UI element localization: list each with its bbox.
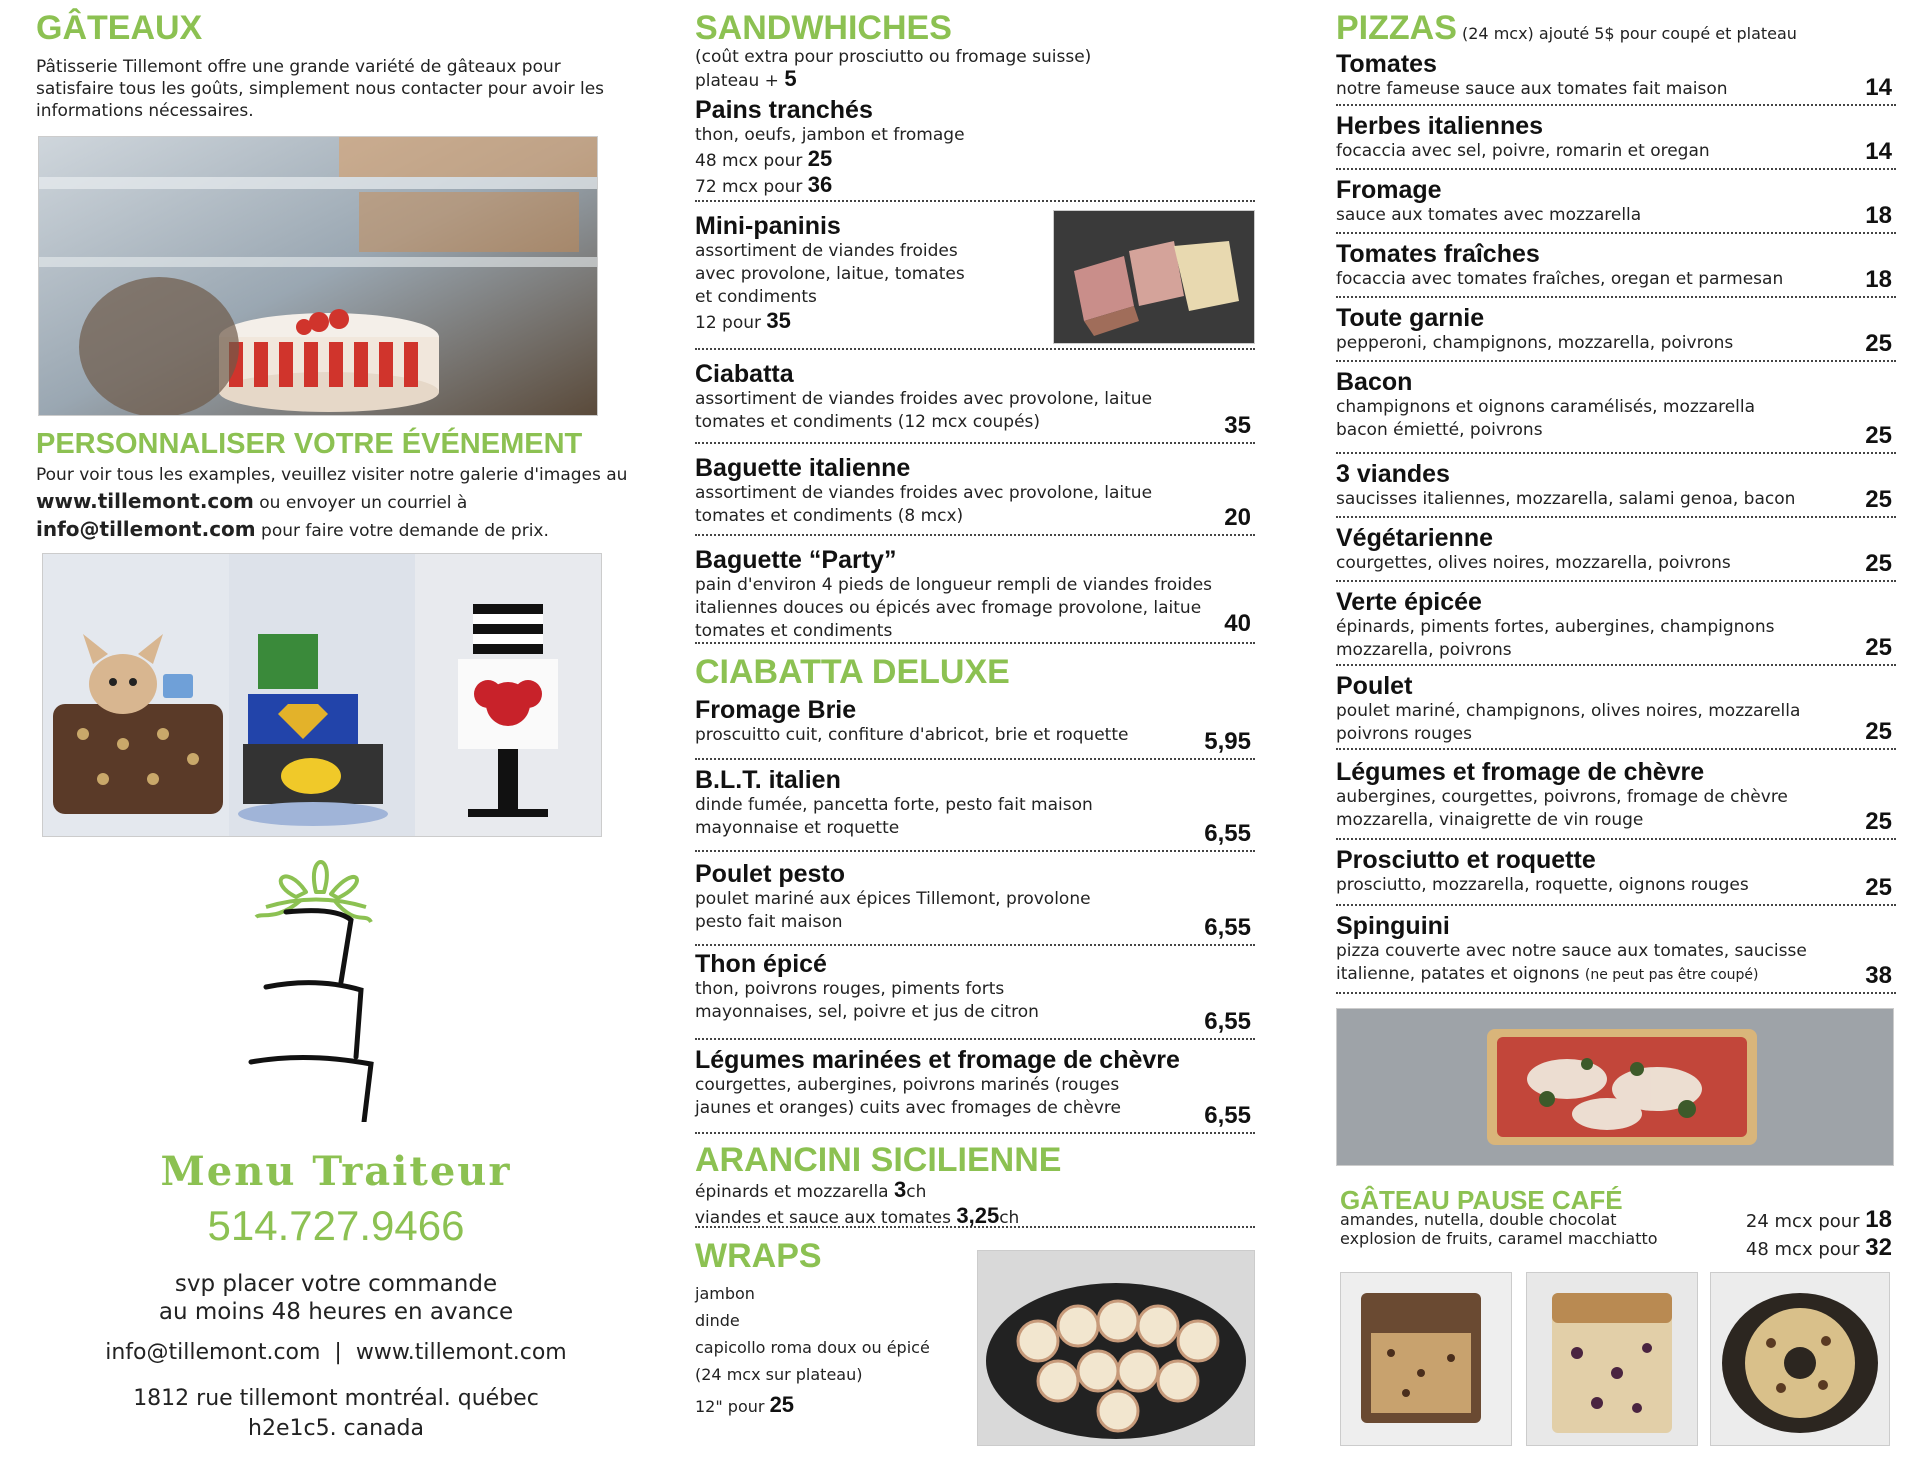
item-desc: viandes et sauce aux tomates <box>695 1208 957 1228</box>
item-desc: courgettes, aubergines, poivrons marinés (rouges <box>695 1075 1120 1095</box>
item-name: Baguette italienne <box>695 454 911 482</box>
item-desc: assortiment de viandes froides avec provolone, laitue <box>695 483 1153 503</box>
item-desc: tomates et condiments (12 mcx coupés) <box>695 412 1041 432</box>
item-desc: mozzarella, vinaigrette de vin rouge <box>1336 810 1644 830</box>
item-price: 38 <box>1865 962 1892 989</box>
menu-item <box>695 454 1255 536</box>
item-desc: aubergines, courgettes, poivrons, fromage de chèvre <box>1336 787 1788 807</box>
item-desc: pepperoni, champignons, mozzarella, poivrons <box>1336 333 1734 353</box>
qty-label: 48 mcx pour <box>695 151 808 171</box>
wraps-list <box>695 1280 995 1424</box>
sandwiches-title: SANDWHICHES <box>695 9 952 47</box>
contact-line[interactable]: info@tillemont.com | www.tillemont.com <box>105 1340 567 1365</box>
menu-item <box>695 1178 1255 1228</box>
menu-item <box>695 1046 1255 1134</box>
item-note: (ne peut pas être coupé) <box>1584 967 1759 983</box>
item-desc: amandes, nutella, double chocolat <box>1340 1210 1617 1229</box>
pause-desc <box>1340 1210 1700 1248</box>
plateau-label: plateau + <box>695 71 785 91</box>
item-desc: italiennes douces ou épicés avec fromage provolone, laitue <box>695 598 1202 618</box>
item-price: 3,25 <box>956 1203 1000 1228</box>
personnaliser-text-c: pour faire votre demande de prix. <box>255 521 549 541</box>
qty-label: 12 pour <box>695 313 767 333</box>
item-name: Bacon <box>1336 368 1413 396</box>
item-desc: mayonnaises, sel, poivre et jus de citron <box>695 1002 1039 1022</box>
item-name: Toute garnie <box>1336 304 1485 332</box>
menu-item <box>695 860 1255 946</box>
menu-item <box>695 766 1255 852</box>
menu-item <box>1336 50 1896 106</box>
item-price: 25 <box>1865 634 1892 661</box>
item-price: 6,55 <box>1204 820 1251 847</box>
item-price: 35 <box>1224 412 1251 439</box>
personnaliser-text-a: Pour voir tous les examples, veuillez visiter notre galerie d'images au <box>36 465 628 485</box>
item-name: Baguette “Party” <box>695 546 897 574</box>
menu-item <box>695 950 1255 1040</box>
item-desc: explosion de fruits, caramel macchiatto <box>1340 1229 1658 1248</box>
menu-item <box>1336 912 1896 994</box>
gateaux-text: Pâtisserie Tillemont offre une grande variété de gâteaux pour satisfaire tous les goûts, simplement nous contacter pour avoir les informations nécessaires. <box>36 57 605 121</box>
item-name: Légumes marinées et fromage de chèvre <box>695 1046 1180 1074</box>
item-price: 6,55 <box>1204 1008 1251 1035</box>
plateau-price: 5 <box>784 66 797 91</box>
item-price: 14 <box>1865 138 1892 165</box>
menu-item <box>1336 112 1896 170</box>
item-name: Poulet <box>1336 672 1413 700</box>
menu-item <box>1336 588 1896 666</box>
item-name: Verte épicée <box>1336 588 1482 616</box>
pizza-photo <box>1336 1008 1894 1166</box>
item-desc: poivrons rouges <box>1336 724 1472 744</box>
address <box>36 1384 636 1444</box>
item-price: 40 <box>1224 610 1251 637</box>
sandwiches-sub-2 <box>695 68 797 92</box>
list-item: jambon <box>695 1284 755 1303</box>
item-desc: assortiment de viandes froides <box>695 241 958 261</box>
menu-item <box>695 212 1255 350</box>
item-name: Thon épicé <box>695 950 827 978</box>
item-price: 35 <box>766 308 791 333</box>
qty-label: 48 mcx pour <box>1745 1239 1866 1260</box>
arancini-title: ARANCINI SICILIENNE <box>695 1141 1062 1179</box>
menu-item <box>1336 304 1896 362</box>
menu-item <box>1336 524 1896 582</box>
item-price: 25 <box>769 1392 795 1417</box>
item-price: 18 <box>1865 266 1892 293</box>
item-desc: tomates et condiments (8 mcx) <box>695 506 964 526</box>
item-price: 20 <box>1224 504 1251 531</box>
item-desc: sauce aux tomates avec mozzarella <box>1336 205 1642 225</box>
item-price: 32 <box>1865 1234 1892 1261</box>
sandwiches-sub-1: (coût extra pour prosciutto ou fromage suisse) <box>695 47 1092 67</box>
item-name: Prosciutto et roquette <box>1336 846 1596 874</box>
menu-item <box>695 360 1255 444</box>
address-line-2: h2e1c5. canada <box>248 1416 424 1441</box>
item-desc: italienne, patates et oignons <box>1336 964 1585 984</box>
site-link[interactable]: www.tillemont.com <box>36 489 254 513</box>
loaf-cake-photo <box>1340 1272 1512 1446</box>
personnaliser-text <box>36 462 636 544</box>
item-price: 25 <box>807 146 833 171</box>
bundt-cake-photo <box>1710 1272 1890 1446</box>
order-notice-line-2: au moins 48 heures en avance <box>158 1299 514 1325</box>
custom-cakes-photo <box>42 553 602 837</box>
menu-item <box>1336 240 1896 298</box>
tillemont-logo <box>246 852 446 1122</box>
menu-item <box>1336 460 1896 518</box>
item-desc: champignons et oignons caramélisés, mozzarella <box>1336 397 1756 417</box>
item-desc: poulet mariné aux épices Tillemont, provolone <box>695 889 1091 909</box>
pizzas-sub: (24 mcx) ajouté 5$ pour coupé et plateau <box>1462 24 1797 43</box>
item-price: 5,95 <box>1204 728 1251 755</box>
item-price: 25 <box>1865 550 1892 577</box>
item-desc: bacon émietté, poivrons <box>1336 420 1543 440</box>
item-desc: saucisses italiennes, mozzarella, salami genoa, bacon <box>1336 489 1796 509</box>
deluxe-title: CIABATTA DELUXE <box>695 653 1010 691</box>
unit-label: ch <box>999 1208 1020 1228</box>
item-desc: et condiments <box>695 287 817 307</box>
personnaliser-text-b: ou envoyer un courriel à <box>253 493 468 513</box>
pizzas-header <box>1336 10 1797 46</box>
list-item: capicollo roma doux ou épicé <box>695 1338 930 1357</box>
menu-item <box>1336 846 1896 906</box>
item-price: 25 <box>1865 330 1892 357</box>
item-price: 18 <box>1865 1206 1892 1233</box>
order-notice <box>36 1270 636 1326</box>
item-name: Végétarienne <box>1336 524 1494 552</box>
item-price: 18 <box>1865 202 1892 229</box>
qty-label: 24 mcx pour <box>1745 1211 1866 1232</box>
address-line-1: 1812 rue tillemont montréal. québec <box>133 1386 539 1411</box>
item-price: 14 <box>1865 74 1892 101</box>
item-desc: avec provolone, laitue, tomates <box>695 264 965 284</box>
pizzas-title: PIZZAS <box>1336 9 1457 47</box>
item-name: Mini-paninis <box>695 212 841 240</box>
menu-traiteur-title: Menu Traiteur <box>160 1148 512 1195</box>
cake-display-photo <box>38 136 598 416</box>
item-price: 3 <box>894 1177 907 1202</box>
item-name: Légumes et fromage de chèvre <box>1336 758 1705 786</box>
item-desc: notre fameuse sauce aux tomates fait maison <box>1336 79 1728 99</box>
item-desc: tomates et condiments <box>695 621 893 641</box>
mail-link[interactable]: info@tillemont.com <box>36 517 256 541</box>
menu-item <box>695 696 1255 760</box>
wraps-photo <box>977 1250 1255 1446</box>
menu-item <box>1336 176 1896 234</box>
item-desc: pizza couverte avec notre sauce aux tomates, saucisse <box>1336 941 1807 961</box>
menu-item <box>695 546 1255 644</box>
item-desc: prosciutto, mozzarella, roquette, oignons rouges <box>1336 875 1749 895</box>
item-desc: mayonnaise et roquette <box>695 818 900 838</box>
item-name: Fromage <box>1336 176 1442 204</box>
item-desc: jaunes et oranges) cuits avec fromages de chèvre <box>695 1098 1121 1118</box>
qty-label: 12" pour <box>695 1397 770 1416</box>
item-name: Herbes italiennes <box>1336 112 1544 140</box>
item-desc: pesto fait maison <box>695 912 843 932</box>
unit-label: ch <box>906 1182 927 1202</box>
item-price: 25 <box>1865 808 1892 835</box>
phone-number[interactable]: 514.727.9466 <box>207 1202 465 1249</box>
item-desc: focaccia avec sel, poivre, romarin et oregan <box>1336 141 1710 161</box>
personnaliser-title: PERSONNALISER VOTRE ÉVÉNEMENT <box>36 428 583 460</box>
item-price: 36 <box>807 172 833 197</box>
menu-item <box>1336 758 1896 840</box>
wraps-title: WRAPS <box>695 1237 822 1275</box>
paninis-photo <box>1053 210 1255 344</box>
item-desc: dinde fumée, pancetta forte, pesto fait maison <box>695 795 1093 815</box>
item-desc: poulet mariné, champignons, olives noires, mozzarella <box>1336 701 1801 721</box>
list-item: dinde <box>695 1311 740 1330</box>
item-desc: focaccia avec tomates fraîches, oregan et parmesan <box>1336 269 1784 289</box>
item-price: 25 <box>1865 718 1892 745</box>
menu-item <box>1336 368 1896 454</box>
order-notice-line-1: svp placer votre commande <box>174 1271 498 1297</box>
item-name: Poulet pesto <box>695 860 846 888</box>
pause-prices <box>1726 1206 1892 1262</box>
item-price: 25 <box>1865 486 1892 513</box>
fruit-cake-photo <box>1526 1272 1698 1446</box>
pause-title: GÂTEAU PAUSE CAFÉ <box>1340 1185 1623 1215</box>
menu-item <box>1336 672 1896 750</box>
item-name: Tomates <box>1336 50 1437 78</box>
item-desc: assortiment de viandes froides avec provolone, laitue <box>695 389 1153 409</box>
list-item: (24 mcx sur plateau) <box>695 1365 863 1384</box>
item-name: 3 viandes <box>1336 460 1450 488</box>
item-desc: pain d'environ 4 pieds de longueur rempli de viandes froides <box>695 575 1213 595</box>
item-desc: thon, poivrons rouges, piments forts <box>695 979 1005 999</box>
item-price: 6,55 <box>1204 914 1251 941</box>
item-price: 25 <box>1865 874 1892 901</box>
item-desc: épinards, piments fortes, aubergines, champignons <box>1336 617 1775 637</box>
item-name: B.L.T. italien <box>695 766 841 794</box>
item-price: 6,55 <box>1204 1102 1251 1129</box>
item-desc: proscuitto cuit, confiture d'abricot, brie et roquette <box>695 725 1129 745</box>
item-name: Tomates fraîches <box>1336 240 1540 268</box>
menu-item <box>695 96 1255 202</box>
item-desc: épinards et mozzarella <box>695 1182 895 1202</box>
item-desc: mozzarella, poivrons <box>1336 640 1512 660</box>
qty-label: 72 mcx pour <box>695 177 808 197</box>
gateaux-title: GÂTEAUX <box>36 9 203 47</box>
item-name: Ciabatta <box>695 360 794 388</box>
item-name: Spinguini <box>1336 912 1450 940</box>
item-name: Fromage Brie <box>695 696 857 724</box>
item-name: Pains tranchés <box>695 96 873 124</box>
item-price: 25 <box>1865 422 1892 449</box>
item-desc: courgettes, olives noires, mozzarella, poivrons <box>1336 553 1731 573</box>
item-desc: thon, oeufs, jambon et fromage <box>695 125 965 145</box>
